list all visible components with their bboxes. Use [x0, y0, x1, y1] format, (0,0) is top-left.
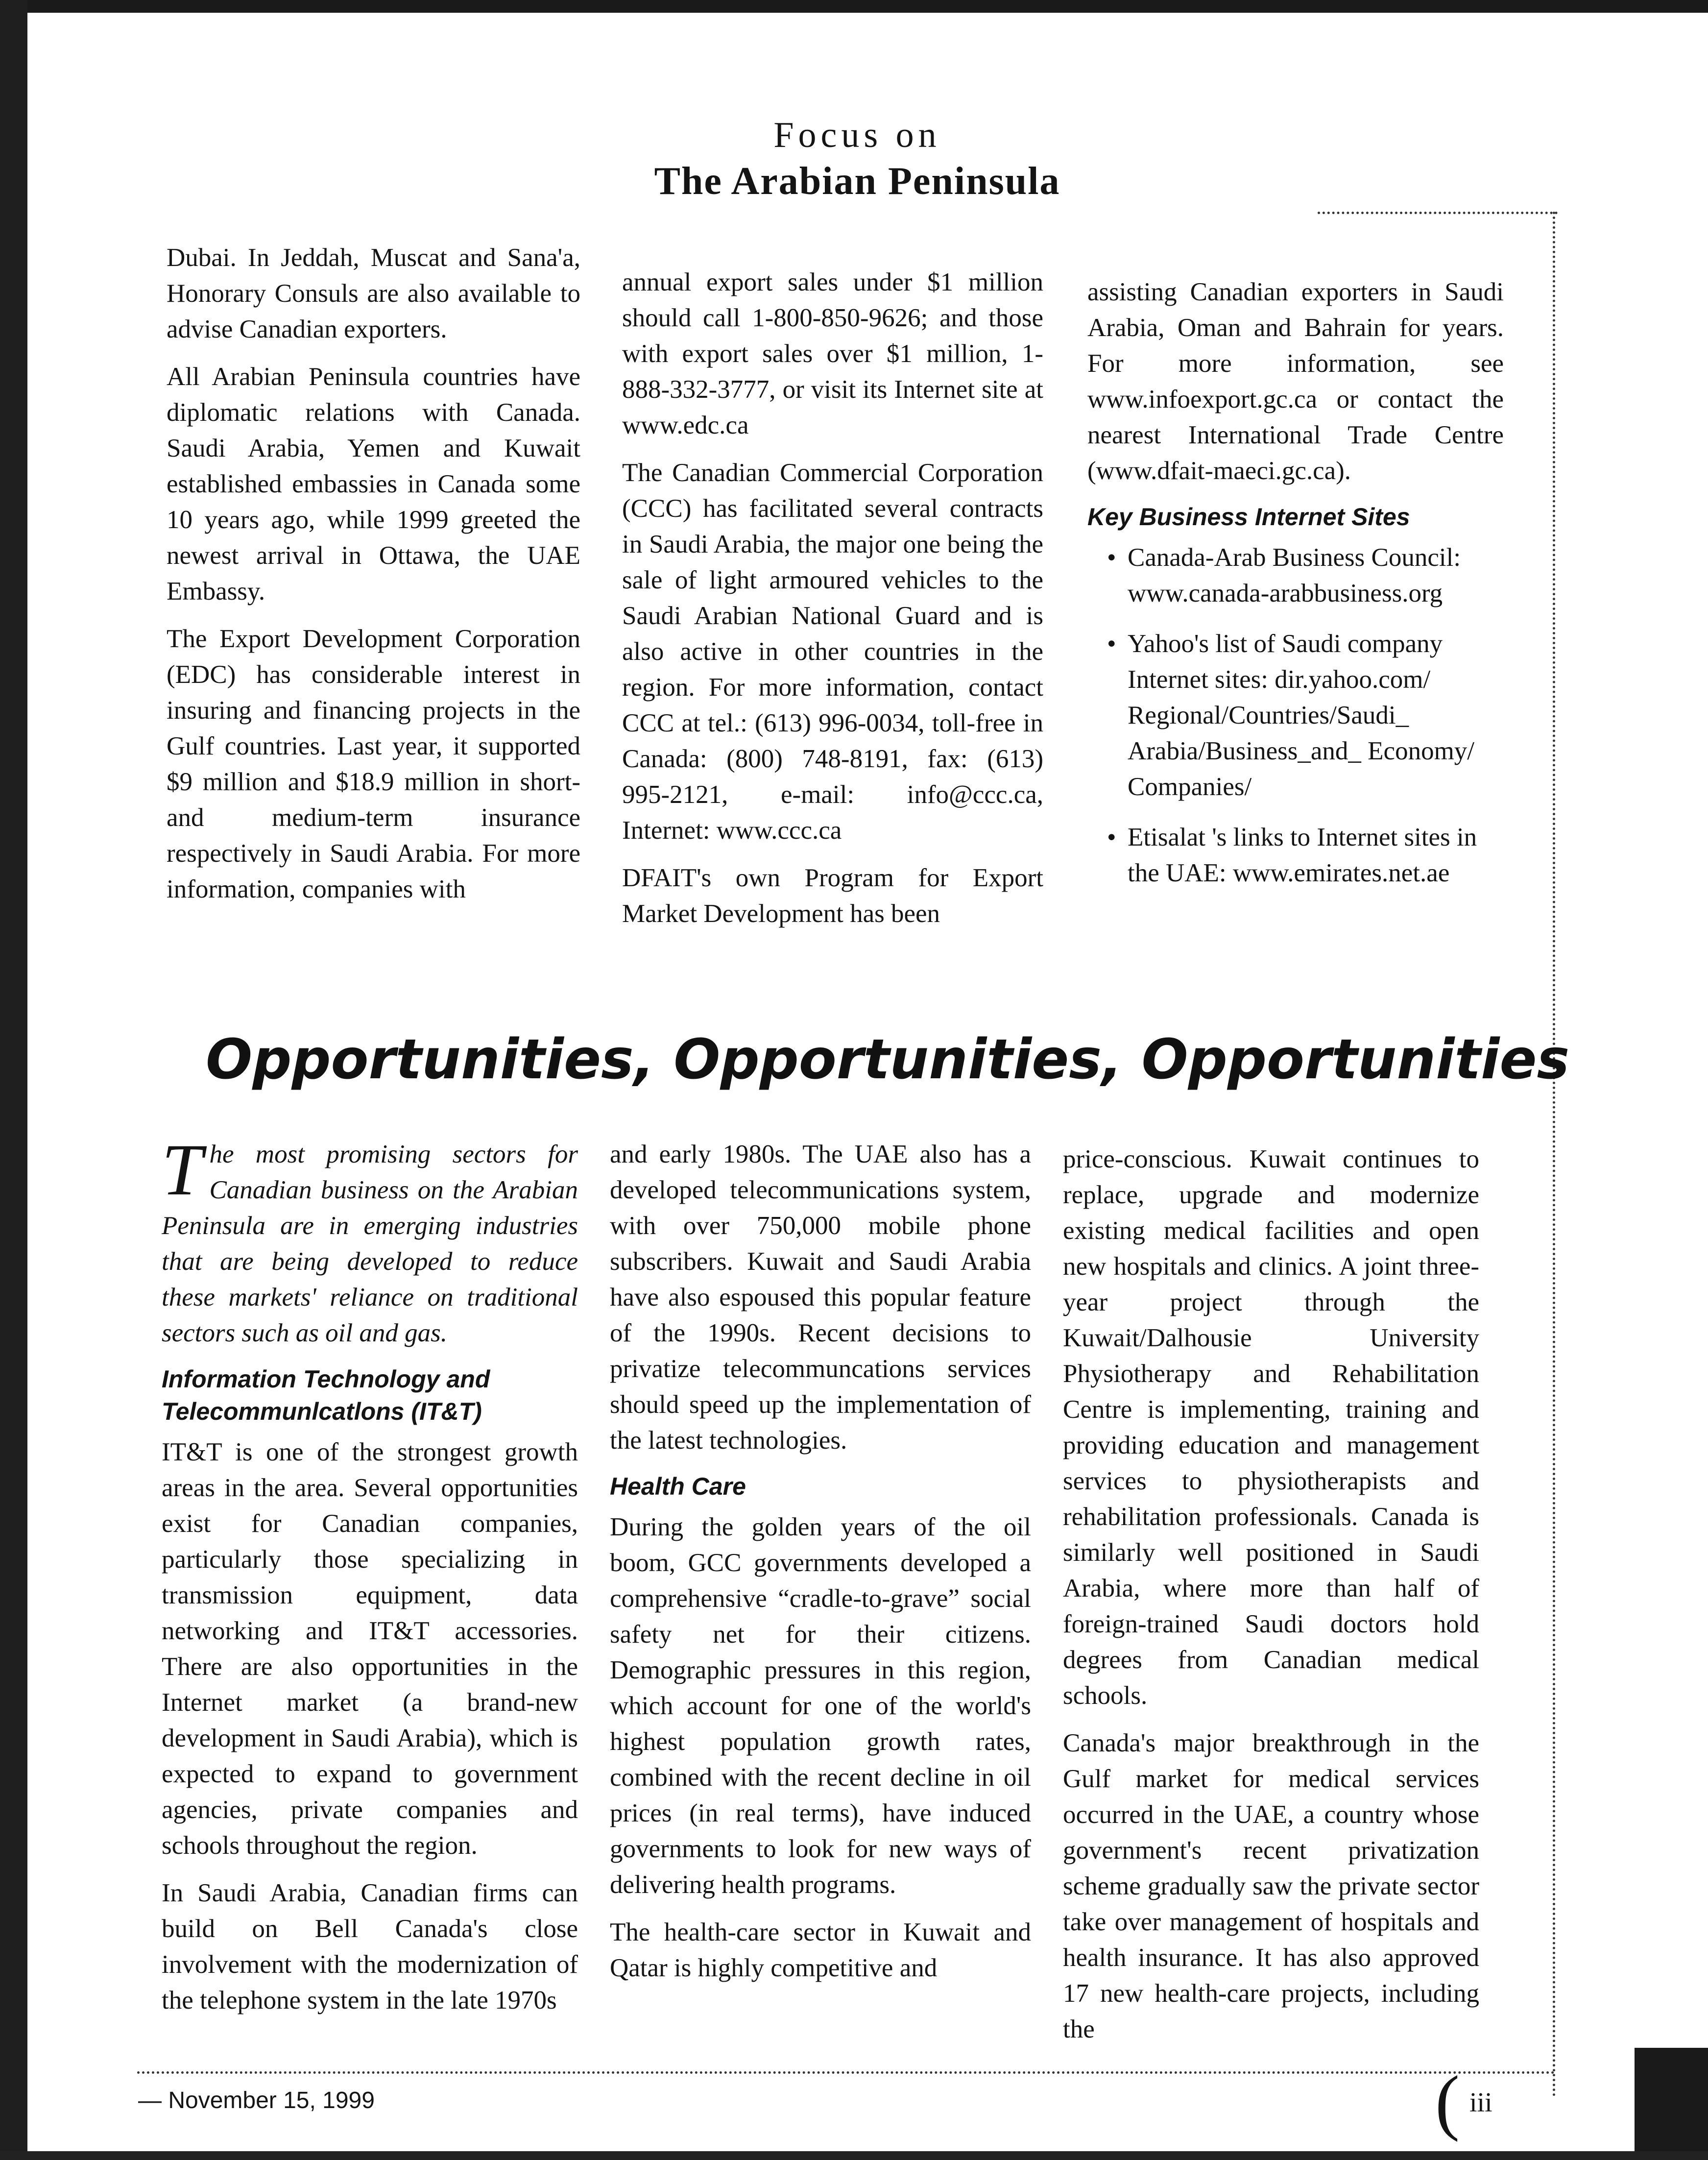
dotted-rule-top	[1318, 212, 1558, 214]
issue-date: — November 15, 1999	[138, 2087, 375, 2113]
intro-paragraph	[162, 1129, 578, 1351]
dotted-rule-bottom	[137, 2071, 1555, 2074]
bracket-mark: (	[1435, 2061, 1460, 2142]
masthead-line-1: Focus on	[773, 115, 941, 155]
masthead-line-2: The Arabian Peninsula	[654, 160, 1060, 203]
bottom-column-2	[610, 1137, 1031, 1998]
paragraph: assisting Canadian exporters in Saudi Arabia, Oman and Bahrain for years. For more information, see www.infoexport.gc.ca or contact the nearest International Trade Centre (www.dfait-maeci.gc.ca).	[1087, 278, 1504, 485]
top-column-1	[167, 240, 580, 919]
dotted-rule-right	[1553, 212, 1555, 2098]
paragraph: The health-care sector in Kuwait and Qatar is highly competitive and	[610, 1918, 1031, 1982]
list-item: • Yahoo's list of Saudi company Internet sites: dir.yahoo.com/ Regional/Countries/Saudi_ Arabia/Business_and_ Economy/ Companies/	[1107, 626, 1504, 805]
section-heading: Key Business Internet Sites	[1087, 503, 1410, 531]
scan-edge-left	[0, 0, 27, 2160]
bottom-column-1	[162, 1129, 578, 2030]
paragraph: and early 1980s. The UAE also has a developed telecommunications system, with over 750,000 mobile phone subscribers. Kuwait and Saudi Arabia have also espoused this popular feature of the 1990s. Recent decisions to privatize telecommuncations services should speed up the implementation of the latest technologies.	[610, 1140, 1031, 1455]
scan-edge-corner	[1635, 2048, 1708, 2160]
drop-cap: T	[162, 1129, 203, 1211]
list-item: • Etisalat 's links to Internet sites in the UAE: www.emirates.net.ae	[1107, 820, 1504, 891]
paragraph: Canada's major breakthrough in the Gulf market for medical services occurred in the UAE, a country whose government's recent privatization scheme gradually saw the private sector take over management of hospitals and health insurance. It has also approved 17 new health-care projects, including the	[1063, 1729, 1479, 2043]
paragraph: The Canadian Commercial Corporation (CCC) has facilitated several contracts in Saudi Arabia, the major one being the sale of light armoured vehicles to the Saudi Arabian National Guard and is also active in other countries in the region. For more information, contact CCC at tel.: (613) 996-0034, toll-free in Canada: (800) 748-8191, fax: (613) 995-2121, e-mail: info@ccc.ca, Internet: www.ccc.ca	[622, 459, 1043, 845]
paragraph: In Saudi Arabia, Canadian firms can build on Bell Canada's close involvement with the modernization of the telephone system in the late 1970s	[162, 1879, 578, 2014]
paragraph: annual export sales under $1 million should call 1-800-850-9626; and those with export sales over $1 million, 1-888-332-3777, or visit its Internet site at www.edc.ca	[622, 268, 1043, 439]
top-column-3	[1087, 274, 1504, 906]
list-item: • Canada-Arab Business Council: www.canada-arabbusiness.org	[1107, 540, 1504, 611]
page-number: iii	[1469, 2087, 1492, 2118]
internet-sites-list	[1087, 540, 1504, 891]
scan-edge-top	[0, 0, 1708, 13]
scan-edge-bottom	[0, 2151, 1708, 2160]
paragraph: The Export Development Corporation (EDC) has considerable interest in insuring and financing projects in the Gulf countries. Last year, it supported $9 million and $18.9 million in short- and medium-term insurance respectively in Saudi Arabia. For more information, companies with	[167, 625, 580, 903]
section-masthead	[588, 113, 1127, 205]
top-column-2	[622, 265, 1043, 944]
paragraph: DFAIT's own Program for Export Market Development has been	[622, 864, 1043, 928]
section-heading: Information Technology and Telecommunlcatlons (IT&T)	[162, 1365, 490, 1425]
paragraph: IT&T is one of the strongest growth areas in the area. Several opportunities exist for Canadian companies, particularly those specializing in transmission equipment, data networking and IT&T accessories. There are also opportunities in the Internet market (a brand-new development in Saudi Arabia), which is expected to expand to government agencies, private companies and schools throughout the region.	[162, 1438, 578, 1860]
paragraph: All Arabian Peninsula countries have diplomatic relations with Canada. Saudi Arabia, Yemen and Kuwait established embassies in Canada some 10 years ago, while 1999 greeted the newest arrival in Ottawa, the UAE Embassy.	[167, 363, 580, 606]
bottom-column-3	[1063, 1141, 1479, 2059]
intro-text: he most promising sectors for Canadian business on the Arabian Peninsula are in emerging industries that are being developed to reduce these markets' reliance on traditional sectors such as oil and gas.	[162, 1140, 578, 1347]
paragraph: During the golden years of the oil boom, GCC governments developed a comprehensive “cradle-to-grave” social safety net for their citizens. Demographic pressures in this region, which account for one of the world's highest population growth rates, combined with the recent decline in oil prices (in real terms), have induced governments to look for new ways of delivering health programs.	[610, 1513, 1031, 1899]
article-headline: Opportunities, Opportunities, Opportunities	[206, 1028, 1570, 1092]
paragraph: Dubai. In Jeddah, Muscat and Sana'a, Honorary Consuls are also available to advise Canadian exporters.	[167, 243, 580, 343]
section-heading: Health Care	[610, 1473, 746, 1500]
paragraph: price-conscious. Kuwait continues to replace, upgrade and modernize existing medical facilities and open new hospitals and clinics. A joint three-year project through the Kuwait/Dalhousie University Physiotherapy and Rehabilitation Centre is implementing, training and providing education and management services to physiotherapists and rehabilitation professionals. Canada is similarly well positioned in Saudi Arabia, where more than half of foreign-trained Saudi doctors hold degrees from Canadian medical schools.	[1063, 1145, 1479, 1710]
